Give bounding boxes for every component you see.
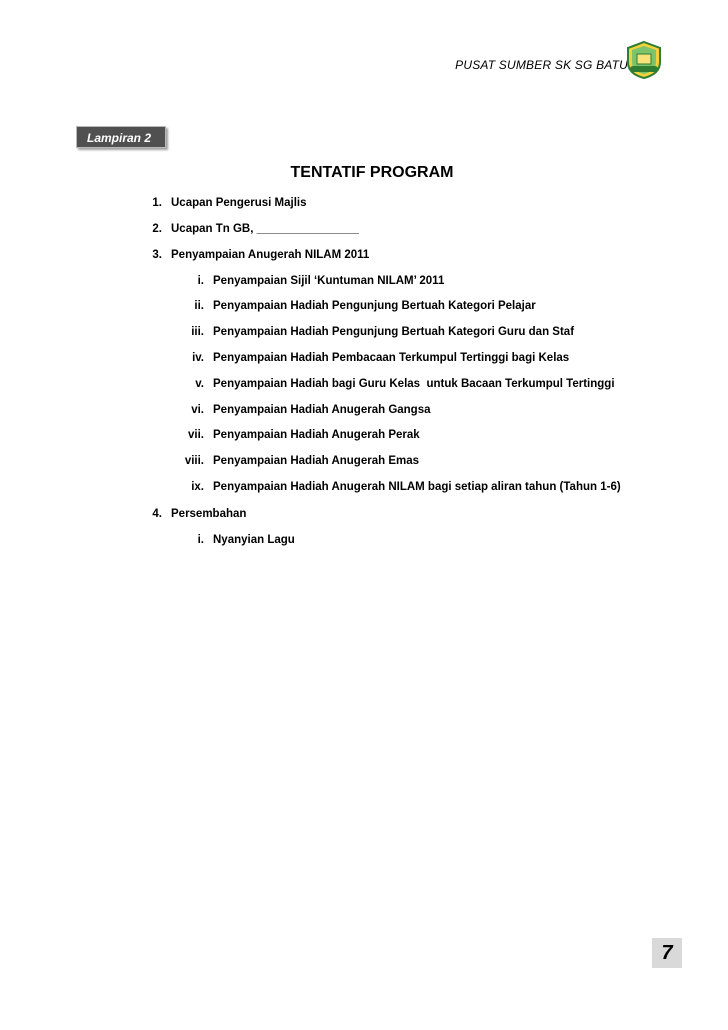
item-number: 4. — [152, 508, 162, 520]
item-text: Penyampaian Hadiah Pengunjung Bertuah Kategori Pelajar — [213, 300, 536, 312]
item-number: iv. — [192, 352, 204, 364]
item-text: Nyanyian Lagu — [213, 534, 295, 546]
school-crest-icon — [624, 40, 664, 80]
page-title: TENTATIF PROGRAM — [290, 164, 454, 181]
attachment-tag: Lampiran 2 — [76, 126, 166, 148]
item-text: Penyampaian Hadiah bagi Guru Kelas untuk Bacaan Terkumpul Tertinggi — [213, 378, 615, 390]
item-text: Penyampaian Anugerah NILAM 2011 — [171, 249, 370, 261]
item-text: Penyampaian Hadiah Anugerah Perak — [213, 429, 420, 441]
item-number: v. — [195, 378, 204, 390]
item-number: ix. — [191, 481, 204, 493]
item-text: Penyampaian Hadiah Pembacaan Terkumpul Tertinggi bagi Kelas — [213, 352, 570, 364]
item-number: i. — [197, 275, 204, 287]
item-number: ii. — [194, 300, 204, 312]
item-number: viii. — [184, 455, 204, 467]
item-text: Ucapan Pengerusi Majlis — [171, 197, 307, 209]
item-text: Penyampaian Hadiah Anugerah NILAM bagi setiap aliran tahun (Tahun 1-6) — [213, 481, 621, 493]
page-header: PUSAT SUMBER SK SG BATU — [455, 58, 628, 72]
page-number: 7 — [652, 938, 682, 968]
item-number: 2. — [152, 223, 162, 235]
item-text: Penyampaian Hadiah Pengunjung Bertuah Kategori Guru dan Staf — [213, 326, 575, 338]
item-number: 1. — [152, 197, 162, 209]
item-text: Penyampaian Hadiah Anugerah Gangsa — [213, 404, 431, 416]
item-text: Penyampaian Sijil ‘Kuntuman NILAM’ 2011 — [213, 275, 445, 287]
item-text: Persembahan — [171, 508, 247, 520]
item-number: iii. — [191, 326, 204, 338]
item-text: Ucapan Tn GB, ________________ — [171, 223, 359, 235]
item-number: i. — [197, 534, 204, 546]
item-text: Penyampaian Hadiah Anugerah Emas — [213, 455, 420, 467]
item-number: vii. — [188, 429, 204, 441]
item-number: 3. — [152, 249, 162, 261]
item-number: vi. — [191, 404, 204, 416]
